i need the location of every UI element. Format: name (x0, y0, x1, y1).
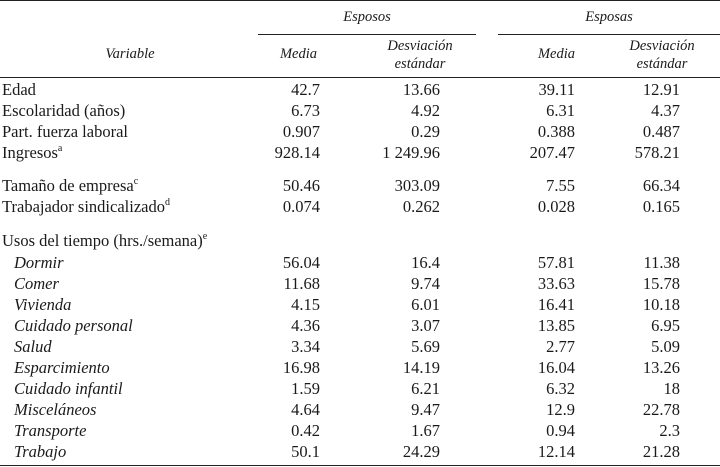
cell-w-sd: 66.34 (642, 176, 680, 195)
cell-h-mean: 6.73 (291, 101, 320, 120)
row-label-text: Trabajador sindicalizado (2, 197, 165, 216)
row-label (14, 337, 52, 357)
cell-w-sd: 18 (663, 379, 680, 398)
sd-line1: Desviación (387, 38, 453, 54)
cell-w-sd: 2.3 (659, 421, 680, 440)
row-label-text: Trabajo (14, 442, 67, 461)
cell-w-sd: 5.09 (651, 337, 680, 356)
cell-w-sd: 578.21 (634, 143, 680, 162)
row-label-text: Usos del tiempo (hrs./semana) (2, 231, 203, 250)
cell-w-mean: 39.11 (538, 80, 575, 99)
cell-h-mean: 11.68 (283, 274, 320, 293)
cell-h-mean: 50.46 (282, 176, 320, 195)
cell-h-sd: 0.262 (402, 197, 440, 216)
wives-group-rule (498, 34, 720, 35)
cell-h-mean: 56.04 (282, 253, 320, 272)
row-label-text: Tamaño de empresa (2, 176, 134, 195)
cell-w-mean: 16.04 (537, 358, 575, 377)
cell-h-sd: 9.74 (411, 274, 440, 293)
row-label (2, 80, 36, 100)
row-label-text: Edad (2, 80, 36, 99)
cell-w-mean: 6.31 (546, 101, 575, 120)
cell-w-mean: 0.388 (537, 122, 575, 141)
row-label-text: Salud (14, 337, 52, 356)
row-label-text: Dormir (14, 253, 64, 272)
sd-line2: estándar (636, 56, 688, 72)
cell-w-sd: 13.26 (642, 358, 680, 377)
sd-line2: estándar (394, 56, 446, 72)
footnote-marker: c (133, 175, 139, 187)
cell-w-sd: 4.37 (651, 101, 680, 120)
row-label-text: Esparcimiento (14, 358, 110, 377)
row-label-text: Part. fuerza laboral (2, 122, 128, 141)
cell-h-mean: 0.907 (282, 122, 320, 141)
row-label-text: Misceláneos (14, 400, 97, 419)
cell-w-sd: 12.91 (642, 80, 680, 99)
row-label-text: Cuidado personal (14, 316, 133, 335)
cell-w-mean: 16.41 (537, 295, 575, 314)
cell-h-mean: 0.074 (282, 197, 320, 216)
footnote-marker: e (202, 230, 208, 242)
row-label-text: Comer (14, 274, 59, 293)
row-label (2, 197, 170, 217)
cell-h-mean: 4.36 (291, 316, 320, 335)
cell-w-sd: 0.487 (642, 122, 680, 141)
row-label (14, 442, 66, 462)
cell-h-sd: 24.29 (402, 442, 440, 461)
footnote-marker: d (164, 196, 170, 208)
cell-w-mean: 33.63 (537, 274, 575, 293)
column-header-husbands-sd (360, 37, 480, 73)
column-header-wives-mean: Media (537, 46, 575, 62)
row-label (14, 379, 123, 399)
cell-h-sd: 9.47 (411, 400, 440, 419)
cell-h-sd: 4.92 (411, 101, 440, 120)
cell-h-mean: 4.15 (291, 295, 320, 314)
cell-w-mean: 6.32 (546, 379, 575, 398)
cell-h-mean: 3.34 (291, 337, 320, 356)
cell-w-sd: 0.165 (642, 197, 680, 216)
bottom-rule (0, 465, 720, 466)
row-label-text: Vivienda (14, 295, 72, 314)
cell-h-sd: 13.66 (402, 80, 440, 99)
cell-w-sd: 22.78 (642, 400, 680, 419)
top-rule (0, 0, 720, 1)
row-label (14, 400, 96, 420)
cell-w-sd: 10.18 (642, 295, 680, 314)
cell-w-mean: 12.14 (537, 442, 575, 461)
cell-h-sd: 1 249.96 (382, 143, 440, 162)
cell-w-mean: 13.85 (537, 316, 575, 335)
cell-w-mean: 207.47 (529, 143, 575, 162)
footnote-marker: a (57, 142, 63, 154)
sd-line1: Desviación (629, 38, 695, 54)
cell-w-sd: 11.38 (643, 253, 680, 272)
cell-w-sd: 15.78 (642, 274, 680, 293)
row-label (14, 316, 133, 336)
row-label (2, 143, 62, 163)
row-label-text: Cuidado infantil (14, 379, 123, 398)
cell-h-sd: 16.4 (411, 253, 440, 272)
row-label-text: Ingresos (2, 143, 58, 162)
cell-w-mean: 0.94 (546, 421, 575, 440)
row-label (2, 231, 207, 251)
cell-h-sd: 6.01 (411, 295, 440, 314)
cell-h-sd: 3.07 (411, 316, 440, 335)
cell-h-mean: 4.64 (291, 400, 320, 419)
cell-w-mean: 12.9 (546, 400, 575, 419)
cell-h-mean: 50.1 (291, 442, 320, 461)
cell-h-mean: 16.98 (282, 358, 320, 377)
cell-w-sd: 21.28 (642, 442, 680, 461)
cell-h-mean: 928.14 (274, 143, 320, 162)
row-label (14, 295, 71, 315)
row-label (2, 101, 125, 121)
cell-h-sd: 1.67 (411, 421, 440, 440)
cell-h-mean: 0.42 (291, 421, 320, 440)
cell-h-sd: 6.21 (411, 379, 440, 398)
husbands-group-rule (258, 34, 476, 35)
row-label (2, 176, 138, 196)
cell-w-mean: 0.028 (537, 197, 575, 216)
cell-h-sd: 5.69 (411, 337, 440, 356)
cell-h-mean: 1.59 (291, 379, 320, 398)
column-header-variable: Variable (105, 46, 155, 62)
row-label (14, 421, 86, 441)
group-header-wives: Esposas (585, 9, 633, 25)
row-label (14, 358, 110, 378)
header-bottom-rule (0, 77, 720, 78)
cell-w-sd: 6.95 (651, 316, 680, 335)
row-label (2, 122, 128, 142)
row-label (14, 274, 59, 294)
cell-w-mean: 57.81 (537, 253, 575, 272)
cell-h-sd: 14.19 (402, 358, 440, 377)
cell-h-sd: 303.09 (394, 176, 440, 195)
column-header-wives-sd (602, 37, 720, 73)
row-label (14, 253, 64, 273)
cell-h-sd: 0.29 (411, 122, 440, 141)
cell-h-mean: 42.7 (291, 80, 320, 99)
row-label-text: Escolaridad (años) (2, 101, 126, 120)
cell-w-mean: 7.55 (546, 176, 575, 195)
cell-w-mean: 2.77 (546, 337, 575, 356)
column-header-husbands-mean: Media (279, 46, 317, 62)
row-label-text: Transporte (14, 421, 87, 440)
group-header-husbands: Esposos (343, 9, 391, 25)
